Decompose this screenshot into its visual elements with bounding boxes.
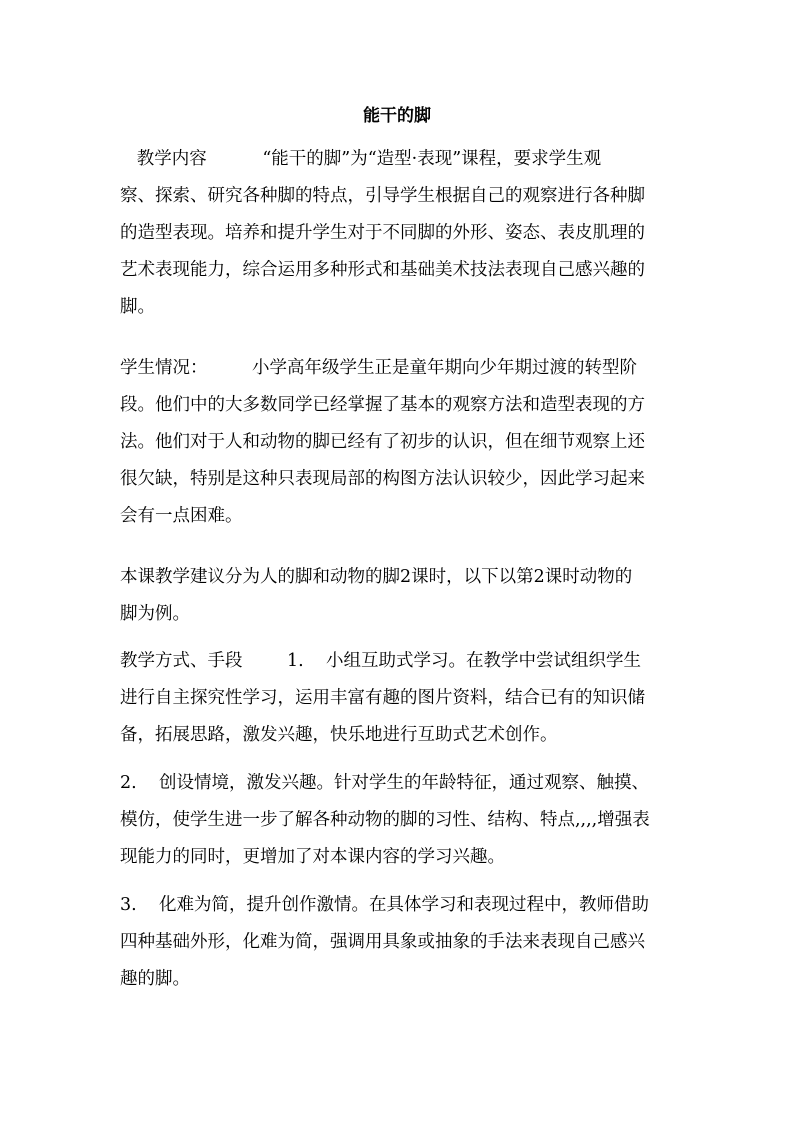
paragraph-line: 本课教学建议分为人的脚和动物的脚2课时，以下以第2课时动物的 [120,567,633,587]
paragraph-line: 脚。 [120,297,155,317]
paragraph-line: 模仿，使学生进一步了解各种动物的脚的习性、结构、特点,,,,增强表 [120,810,650,830]
paragraph-line: 教学内容 “能干的脚”为“造型·表现”课程，要求学生观 [120,149,602,169]
paragraph-line: 趣的脚。 [120,969,190,989]
paragraph-line: 学生情况： 小学高年级学生正是童年期向少年期过渡的转型阶 [120,358,637,378]
paragraph-line: 艺术表现能力，综合运用多种形式和基础美术技法表现自己感兴趣的 [120,260,645,280]
paragraph-line: 法。他们对于人和动物的脚已经有了初步的认识，但在细节观察上还 [120,432,645,452]
paragraph-line: 备，拓展思路，激发兴趣，快乐地进行互助式艺术创作。 [120,725,558,745]
paragraph-line: 段。他们中的大多数同学已经掌握了基本的观察方法和造型表现的方 [120,395,645,415]
paragraph-line: 察、探索、研究各种脚的特点，引导学生根据自己的观察进行各种脚 [120,186,645,206]
paragraph-line: 现能力的同时，更增加了对本课内容的学习兴趣。 [120,847,505,867]
paragraph-line: 3. 化难为简，提升创作激情。在具体学习和表现过程中，教师借助 [120,895,649,915]
paragraph-line: 会有一点困难。 [120,506,243,526]
paragraph-line: 教学方式、手段 1. 小组互助式学习。在教学中尝试组织学生 [120,651,641,671]
paragraph-line: 进行自主探究性学习，运用丰富有趣的图片资料，结合已有的知识储 [120,688,645,708]
paragraph-line: 2. 创设情境，激发兴趣。针对学生的年龄特征，通过观察、触摸、 [120,773,649,793]
paragraph-line: 四种基础外形，化难为简，强调用具象或抽象的手法来表现自己感兴 [120,932,645,952]
paragraph-line: 的造型表现。培养和提升学生对于不同脚的外形、姿态、表皮肌理的 [120,223,645,243]
paragraph-line: 很欠缺，特别是这种只表现局部的构图方法认识较少，因此学习起来 [120,469,645,489]
paragraph-line: 脚为例。 [120,604,190,624]
document-title: 能干的脚 [363,106,431,126]
